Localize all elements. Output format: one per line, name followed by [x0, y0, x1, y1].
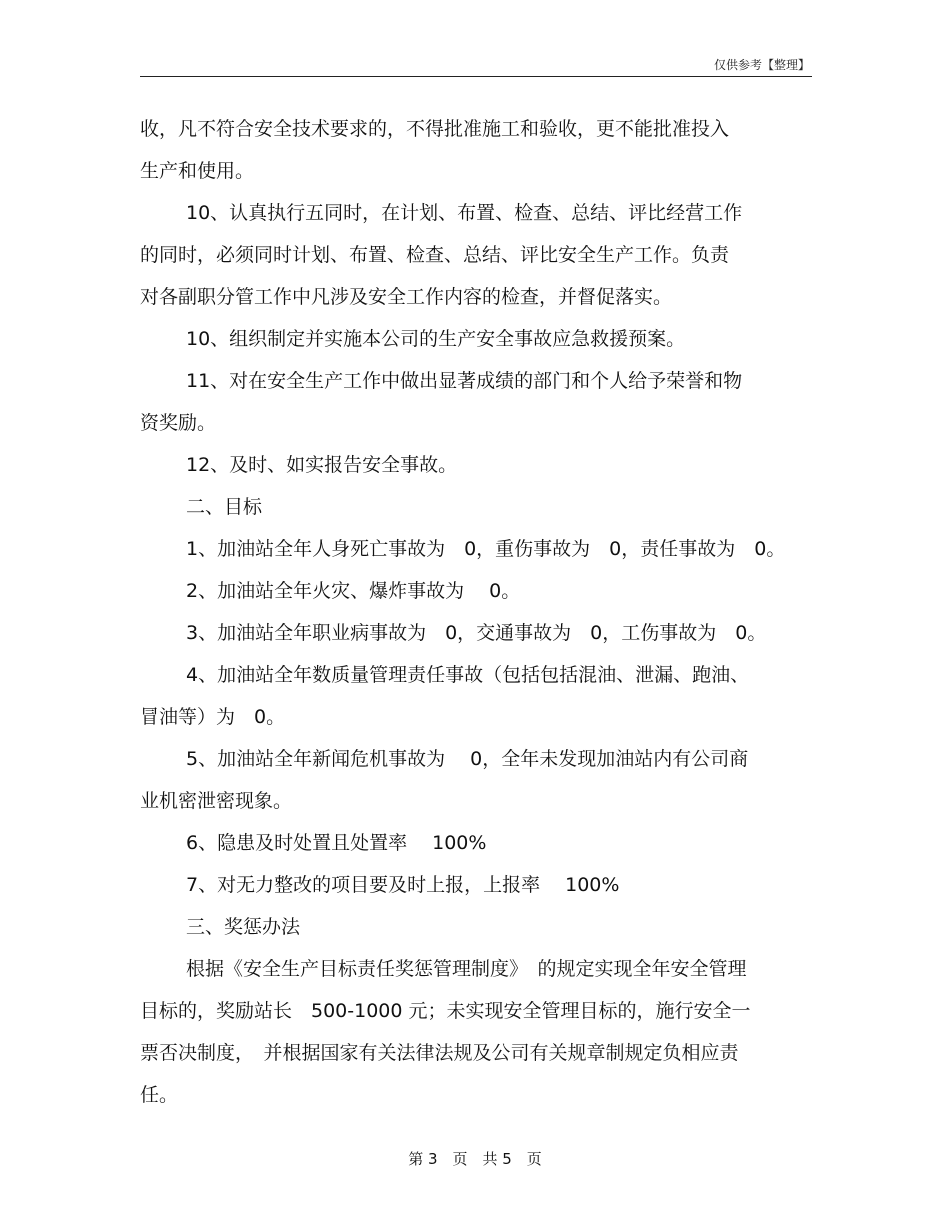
document-body: [140, 108, 812, 1116]
text-line: 冒油等）为 0。: [140, 706, 286, 728]
text-line: 7、对无力整改的项目要及时上报，上报率 100%: [186, 874, 620, 896]
text-line: 的同时，必须同时计划、布置、检查、总结、评比安全生产工作。负责: [140, 244, 730, 266]
section-heading: 三、奖惩办法: [186, 916, 301, 938]
text-line: 目标的，奖励站长 500-1000 元；未实现安全管理目标的，施行安全一: [140, 1000, 751, 1022]
header-divider: [140, 76, 812, 77]
page-number-footer: 第 3 页 共 5 页: [408, 1150, 542, 1168]
text-line: 票否决制度， 并根据国家有关法律法规及公司有关规章制规定负相应责: [140, 1042, 739, 1064]
text-line: 10、组织制定并实施本公司的生产安全事故应急救援预案。: [186, 328, 686, 350]
text-line: 6、隐患及时处置且处置率 100%: [186, 832, 487, 854]
header-note: 仅供参考【整理】: [713, 58, 810, 72]
text-line: 3、加油站全年职业病事故为 0，交通事故为 0，工伤事故为 0。: [186, 622, 767, 644]
text-line: 生产和使用。: [140, 160, 255, 182]
text-line: 1、加油站全年人身死亡事故为 0，重伤事故为 0，责任事故为 0。: [186, 538, 786, 560]
text-line: 11、对在安全生产工作中做出显著成绩的部门和个人给予荣誉和物: [186, 370, 743, 392]
text-line: 收，凡不符合安全技术要求的，不得批准施工和验收，更不能批准投入: [140, 118, 730, 140]
text-line: 4、加油站全年数质量管理责任事故（包括包括混油、泄漏、跑油、: [186, 664, 750, 686]
section-heading: 二、目标: [186, 496, 263, 518]
text-line: 对各副职分管工作中凡涉及安全工作内容的检查，并督促落实。: [140, 286, 673, 308]
text-line: 12、及时、如实报告安全事故。: [186, 454, 458, 476]
text-line: 2、加油站全年火灾、爆炸事故为 0。: [186, 580, 521, 602]
text-line: 任。: [140, 1084, 179, 1106]
text-line: 资奖励。: [140, 412, 217, 434]
text-line: 10、认真执行五同时，在计划、布置、检查、总结、评比经营工作: [186, 202, 743, 224]
text-line: 业机密泄密现象。: [140, 790, 293, 812]
text-line: 根据《安全生产目标责任奖惩管理制度》 的规定实现全年安全管理: [186, 958, 747, 980]
text-line: 5、加油站全年新闻危机事故为 0，全年未发现加油站内有公司商: [186, 748, 749, 770]
